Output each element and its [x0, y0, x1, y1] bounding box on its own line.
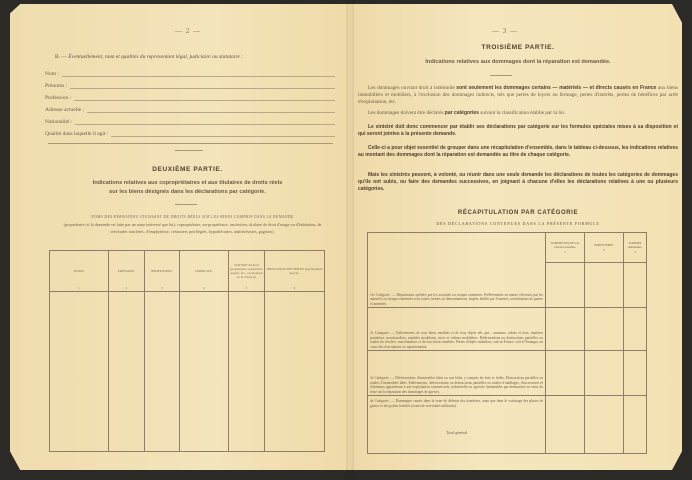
subtitle-line-2: sur les biens désignés dans les déclarations par catégorie.	[109, 189, 266, 195]
subtitle-line-1: Indications relatives aux copropriétaires et aux titulaires de droits réels	[92, 180, 283, 186]
cell[interactable]	[265, 292, 325, 452]
recap-subtitle: DES DÉCLARATIONS CONTENUES DANS LA PRÉSENTE FORMULE	[436, 221, 600, 226]
co-owners-table	[49, 250, 325, 452]
cell[interactable]	[180, 292, 229, 452]
recap-row-4[interactable]	[368, 396, 647, 454]
cell[interactable]	[229, 292, 265, 452]
part-two-title: DEUXIÈME PARTIE.	[152, 166, 223, 173]
page-number-left: — 2 —	[175, 27, 201, 35]
col-nature-droit: NATURE du droit (propriétaire, usufruitier, usager, etc., ou montant de la créance). 5	[229, 251, 265, 292]
short-divider	[175, 204, 197, 205]
field-prenoms[interactable]	[45, 79, 335, 89]
field-nom[interactable]	[45, 67, 335, 77]
field-adresse[interactable]	[45, 103, 335, 113]
col-sommes-demandees: SOMMES demandées. 3	[624, 233, 647, 263]
recap-header-row	[368, 233, 647, 263]
field-qualite[interactable]	[45, 127, 335, 137]
cell[interactable]	[546, 396, 585, 454]
field-label: Prénoms :	[45, 83, 68, 89]
col-sommes-recues: SOMMES REÇUES de l'autorité ennemie. 1	[546, 233, 585, 263]
table-header-row	[50, 251, 325, 292]
cell[interactable]	[624, 396, 647, 454]
field-label: Nom :	[45, 71, 59, 77]
field-label: Qualité dans laquelle il agit :	[45, 131, 109, 137]
recap-row-2[interactable]	[368, 308, 647, 351]
recap-row-3-label: 3e Catégorie. — Détériorations d'immeubles bâtis ou non bâtis, y compris les bois et forêts. Destructions partielles ou totales d'immeubles bâtis. Enlèvements, détériorations ou destructions partielles ou totales d'outillages, d'accessoires et d'animaux appartenant à une exploitation commerciale, industrielle ou agricole (immeubles par destination ou vertu du texte sur la réparation des dommages de guerre).	[368, 351, 546, 396]
field-line[interactable]	[87, 106, 335, 113]
book-binding	[346, 0, 354, 480]
paragraph-2: Les dommages doivent être déclarés par catégories suivant la classification établie par la loi.	[368, 110, 566, 116]
cell[interactable]	[585, 263, 624, 308]
col-perte-subie: PERTE SUBIE. 2	[585, 233, 624, 263]
recap-row-2-label: 2e Catégorie. — Enlèvements de tous biens meubles et de tous objets tels que : animaux, arbres et bois, matières premières, marchandises, meubles meublants, titres et valeurs mobilières. Détériorations ou destructions partielles ou totales de récoltes, marchandises et de tous biens meubles. Pertes d'objets mobiliers, soit en France, soit à l'étranger, au cours des évacuations ou rapatriements.	[368, 308, 546, 351]
table-note-text: (propriétaire (si la demande est faite par un autre intéressé que lui), copropriétaire, nu-propriétaire, usufruitier, titulaire de droit d'usage ou d'habitation, de servitudes foncières, d'emphytéose, créanciers privilégiés, hypothécaires, antichrésistes, gagistes).	[63, 222, 322, 234]
part-three-subtitle: Indications relatives aux dommages dont la réparation est demandée.	[425, 59, 611, 65]
cell[interactable]	[624, 351, 647, 396]
col-profession: PROFESSION. 3	[145, 251, 180, 292]
recap-table	[367, 232, 647, 454]
cell[interactable]	[546, 263, 585, 308]
col-domicile: DOMICILE. 4	[180, 251, 229, 292]
field-line[interactable]	[70, 82, 335, 89]
page-number-right: — 3 —	[492, 27, 518, 35]
field-label: Nationalité :	[45, 119, 73, 125]
col-prenoms: PRÉNOMS. 2	[109, 251, 145, 292]
field-line[interactable]	[75, 118, 335, 125]
field-line[interactable]	[111, 130, 335, 137]
cell[interactable]	[109, 292, 145, 452]
row-4-text: 4e Catégorie. — Dommages causés dans la zone de défense des frontières, ainsi que dans le voisinage des places de guerre et des points fortifiés (zones de servitudes militaires).	[370, 399, 543, 408]
field-profession[interactable]	[45, 91, 335, 101]
table-body-row[interactable]	[50, 292, 325, 452]
recap-title: RÉCAPITULATION PAR CATÉGORIE	[457, 210, 579, 216]
cell[interactable]	[624, 263, 647, 308]
col-noms: NOMS. 1	[50, 251, 109, 292]
cell[interactable]	[145, 292, 180, 452]
cell[interactable]	[546, 351, 585, 396]
cell[interactable]	[585, 351, 624, 396]
cell[interactable]	[546, 308, 585, 351]
short-divider	[175, 150, 203, 151]
total-label: Total général	[446, 429, 467, 435]
recap-row-1-label: 1re Catégorie. — Réquisitions opérées par les autorités ou troupes ennemies. Prélèvements en nature effectués par les autorités ou troupes ennemies sous toutes formes ou dénominations. Impôts établis par l'ennemi, contributions de guerre et amendes.	[368, 233, 546, 308]
cell[interactable]	[585, 308, 624, 351]
table-note-caps: NOMS DES PERSONNES JOUISSANT DE DROITS RÉELS SUR LES BIENS COMPRIS DANS LA DEMANDE	[91, 215, 294, 219]
field-label: Adresse actuelle :	[45, 107, 85, 113]
field-line[interactable]	[74, 94, 335, 101]
cell[interactable]	[624, 308, 647, 351]
part-three-title: TROISIÈME PARTIE.	[481, 44, 555, 51]
divider	[48, 143, 333, 144]
section-b-heading	[55, 54, 243, 60]
field-nationalite[interactable]	[45, 115, 335, 125]
short-divider	[490, 75, 512, 76]
section-b-prefix: B. —	[55, 54, 67, 60]
section-b-text: Éventuellement, nom et qualités du représentant légal, judiciaire ou statutaire :	[68, 54, 244, 60]
cell[interactable]	[50, 292, 109, 452]
col-indication-biens: INDICATION DES BIENS spécialement grevés. 6	[265, 251, 325, 292]
paragraph-4: Celle-ci a pour objet essentiel de grouper dans une récapitulation d'ensemble, dans le tableau ci-dessous, les indications relatives au montant des dommages dont la réparation est demandée au titre de chaque catégorie.	[358, 145, 678, 159]
cell[interactable]	[585, 396, 624, 454]
field-label: Profession :	[45, 95, 72, 101]
recap-row-3[interactable]	[368, 351, 647, 396]
part-two-subtitle	[40, 179, 335, 197]
paragraph-5: Mais les sinistrés peuvent, à volonté, ou réunir dans une seule demande les déclarations de toutes les catégories de dommages qu'ils ont subis, ou faire des demandes successives, en joignant à chacune d'elles les déclarations relatives à une ou plusieurs catégories.	[358, 172, 678, 193]
paragraph-3: Le sinistré doit donc commencer par établir ses déclarations par catégorie sur les formules spéciales mises à sa disposition et qui seront jointes à la présente demande.	[358, 124, 678, 138]
recap-row-4-label	[368, 396, 546, 454]
field-line[interactable]	[62, 70, 335, 77]
paragraph-1: Les dommages ouvrant droit à indemnité sont seulement les dommages certains — matériels — et directs causés en France aux biens immobiliers et mobiliers, à l'exclusion des dommages indirects, tels que pertes de loyers ou fermage, pertes d'intérêts, pertes de bénéfices par arrêt d'exploitation, etc.	[358, 85, 678, 106]
